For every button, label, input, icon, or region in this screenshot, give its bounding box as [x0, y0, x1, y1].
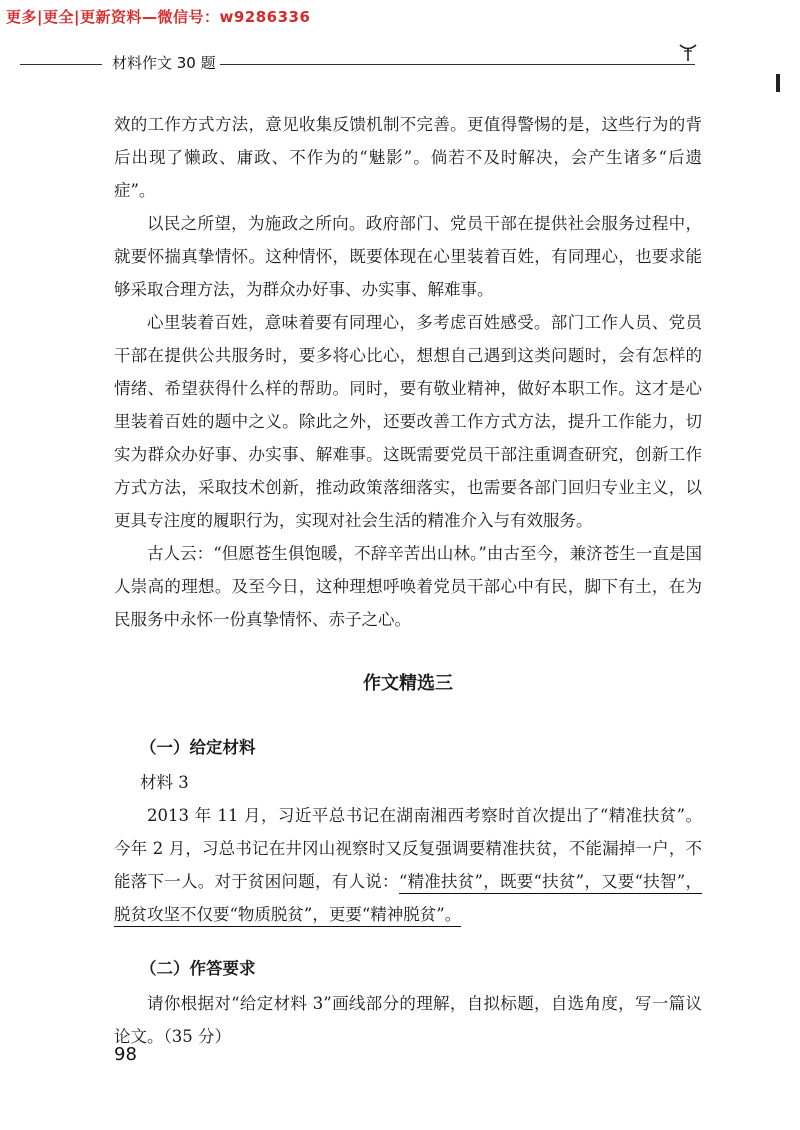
page-number: 98 [114, 1044, 137, 1065]
requirement-heading: （二）作答要求 [140, 959, 256, 978]
header-ornament-icon [678, 40, 698, 62]
material-text [114, 799, 702, 931]
header-title: 材料作文 30 题 [112, 54, 216, 72]
material-text-plain: 2013 年 11 月，习近平总书记在湖南湘西考察时首次提出了“精准扶贫”。今年 2 月，习总书记在井冈山视察时又反复强调要精准扶贫，不能漏掉一户，不能落下一人。对于贫困问题，有人说： [114, 806, 702, 891]
material-label: 材料 3 [140, 773, 189, 792]
watermark-banner: 更多|更全|更新资料—微信号：w9286336 [6, 8, 311, 26]
section-title: 作文精选三 [363, 673, 453, 694]
essay-paragraph: 效的工作方式方法，意见收集反馈机制不完善。更值得警惕的是，这些行为的背后出现了懒政、庸政、不作为的“魅影”。倘若不及时解决，会产生诸多“后遗症”。 [114, 115, 702, 200]
running-header [20, 52, 710, 74]
essay-paragraph: 以民之所望，为施政之所向。政府部门、党员干部在提供社会服务过程中，就要怀揣真挚情怀。这种情怀，既要体现在心里装着百姓，有同理心，也要求能够采取合理方法，为群众办好事、办实事、解难事。 [114, 214, 702, 299]
essay-paragraph: 古人云：“但愿苍生俱饱暖，不辞辛苦出山林。”由古至今，兼济苍生一直是国人崇高的理想。及至今日，这种理想呼唤着党员干部心中有民，脚下有土，在为民服务中永怀一份真挚情怀、赤子之心。 [114, 544, 702, 629]
page-edge-marker [776, 74, 780, 92]
material-text-underlined: “精准扶贫”，既要“扶贫”，又要“扶智”，脱贫攻坚不仅要“物质脱贫”，更要“精神脱贫”。 [114, 872, 702, 927]
header-rule-right [220, 64, 695, 65]
page-body [114, 108, 702, 1053]
header-rule-left [20, 64, 102, 65]
given-material-heading: （一）给定材料 [140, 738, 256, 757]
essay-paragraph: 心里装着百姓，意味着要有同理心，多考虑百姓感受。部门工作人员、党员干部在提供公共服务时，要多将心比心，想想自己遇到这类问题时，会有怎样的情绪、希望获得什么样的帮助。同时，要有敬业精神，做好本职工作。这才是心里装着百姓的题中之义。除此之外，还要改善工作方式方法，提升工作能力，切实为群众办好事、办实事、解难事。这既需要党员干部注重调查研究，创新工作方式方法，采取技术创新，推动政策落细落实，也需要各部门回归专业主义，以更具专注度的履职行为，实现对社会生活的精准介入与有效服务。 [114, 313, 702, 530]
requirement-text: 请你根据对“给定材料 3”画线部分的理解，自拟标题，自选角度，写一篇议论文。（35 分） [114, 994, 702, 1046]
